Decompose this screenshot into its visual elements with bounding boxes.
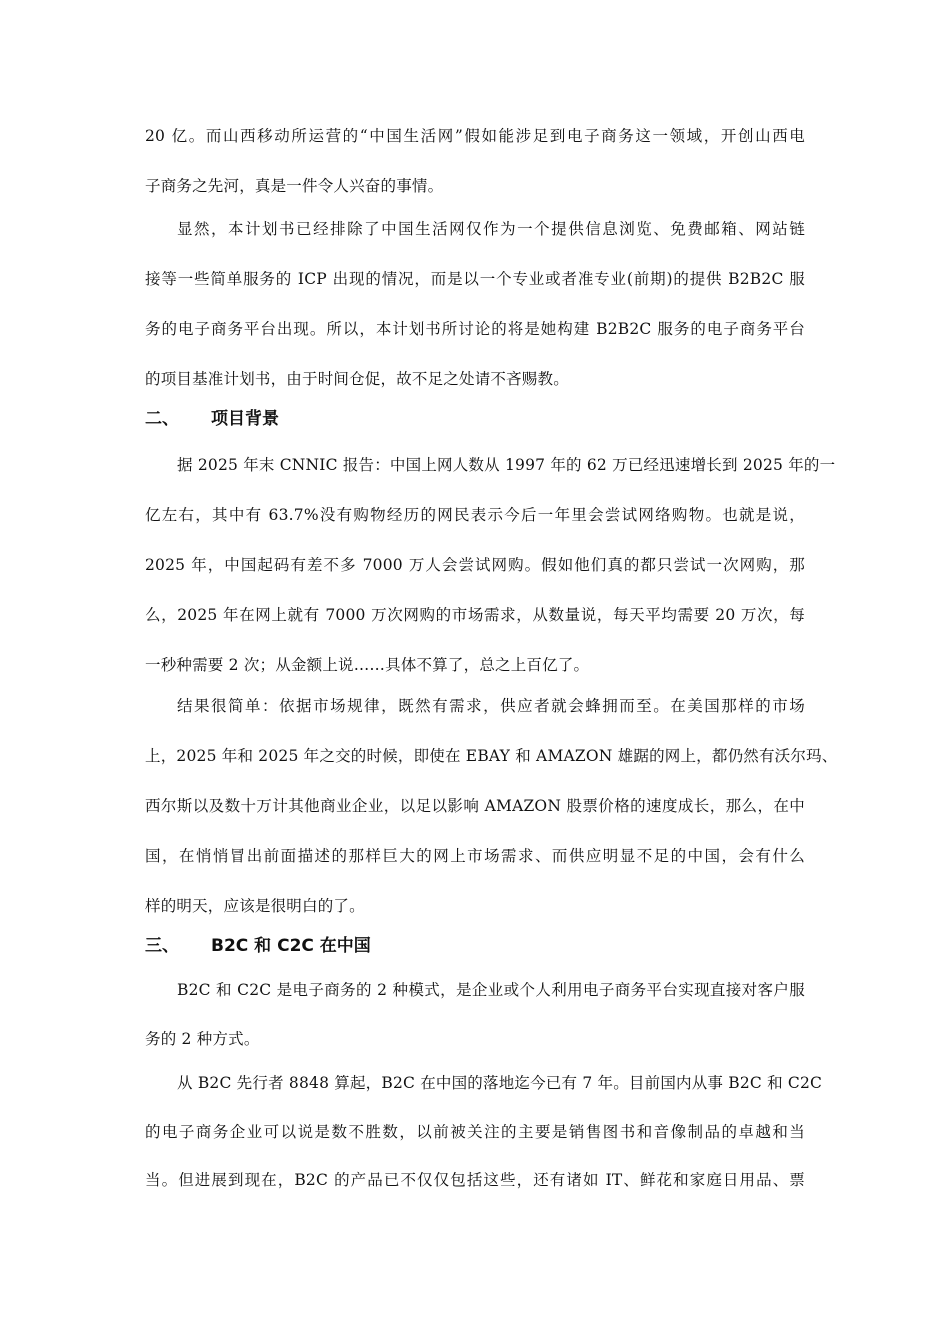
- paragraph-line: 当。但进展到现在，B2C 的产品已不仅仅包括这些，还有诸如 IT、鲜花和家庭日用品、票: [145, 1171, 805, 1189]
- paragraph-line: 一秒种需要 2 次；从金额上说……具体不算了，总之上百亿了。: [145, 656, 590, 674]
- paragraph-line: 国，在悄悄冒出前面描述的那样巨大的网上市场需求、而供应明显不足的中国，会有什么: [145, 847, 805, 865]
- section-number: 三、: [145, 936, 179, 956]
- paragraph-line: 接等一些简单服务的 ICP 出现的情况，而是以一个专业或者准专业(前期)的提供 B2B2C 服: [145, 270, 805, 288]
- section-title: 项目背景: [211, 409, 279, 429]
- section-number: 二、: [145, 409, 179, 429]
- paragraph-line: B2C 和 C2C 是电子商务的 2 种模式，是企业或个人利用电子商务平台实现直接对客户服: [177, 981, 805, 999]
- paragraph-line: 结果很简单：依据市场规律，既然有需求，供应者就会蜂拥而至。在美国那样的市场: [177, 697, 805, 715]
- paragraph-line: 么，2025 年在网上就有 7000 万次网购的市场需求，从数量说，每天平均需要 20 万次，每: [145, 606, 805, 624]
- paragraph-line: 样的明天，应该是很明白的了。: [145, 897, 365, 915]
- paragraph-line: 上，2025 年和 2025 年之交的时候，即使在 EBAY 和 AMAZON 雄踞的网上，都仍然有沃尔玛、: [145, 747, 838, 765]
- paragraph-line: 从 B2C 先行者 8848 算起，B2C 在中国的落地迄今已有 7 年。目前国内从事 B2C 和 C2C: [177, 1074, 823, 1092]
- paragraph-line: 的项目基准计划书，由于时间仓促，故不足之处请不吝赐教。: [145, 370, 569, 388]
- paragraph-line: 的电子商务企业可以说是数不胜数，以前被关注的主要是销售图书和音像制品的卓越和当: [145, 1123, 805, 1141]
- paragraph-line: 务的电子商务平台出现。所以，本计划书所讨论的将是她构建 B2B2C 服务的电子商务平台: [145, 320, 805, 338]
- paragraph-line: 据 2025 年末 CNNIC 报告：中国上网人数从 1997 年的 62 万已经迅速增长到 2025 年的一: [177, 456, 836, 474]
- paragraph-line: 20 亿。而山西移动所运营的“中国生活网”假如能涉足到电子商务这一领域，开创山西电: [145, 127, 805, 145]
- section-heading: [145, 408, 279, 430]
- paragraph-line: 显然，本计划书已经排除了中国生活网仅作为一个提供信息浏览、免费邮箱、网站链: [177, 220, 805, 238]
- section-heading: [145, 935, 371, 957]
- paragraph-line: 西尔斯以及数十万计其他商业企业，以足以影响 AMAZON 股票价格的速度成长，那么，在中: [145, 797, 805, 815]
- paragraph-line: 务的 2 种方式。: [145, 1030, 260, 1048]
- paragraph-line: 2025 年，中国起码有差不多 7000 万人会尝试网购。假如他们真的都只尝试一次网购，那: [145, 556, 805, 574]
- paragraph-line: 亿左右，其中有 63.7%没有购物经历的网民表示今后一年里会尝试网络购物。也就是说，: [145, 506, 805, 524]
- section-title: B2C 和 C2C 在中国: [211, 936, 371, 956]
- paragraph-line: 子商务之先河，真是一件令人兴奋的事情。: [145, 177, 444, 195]
